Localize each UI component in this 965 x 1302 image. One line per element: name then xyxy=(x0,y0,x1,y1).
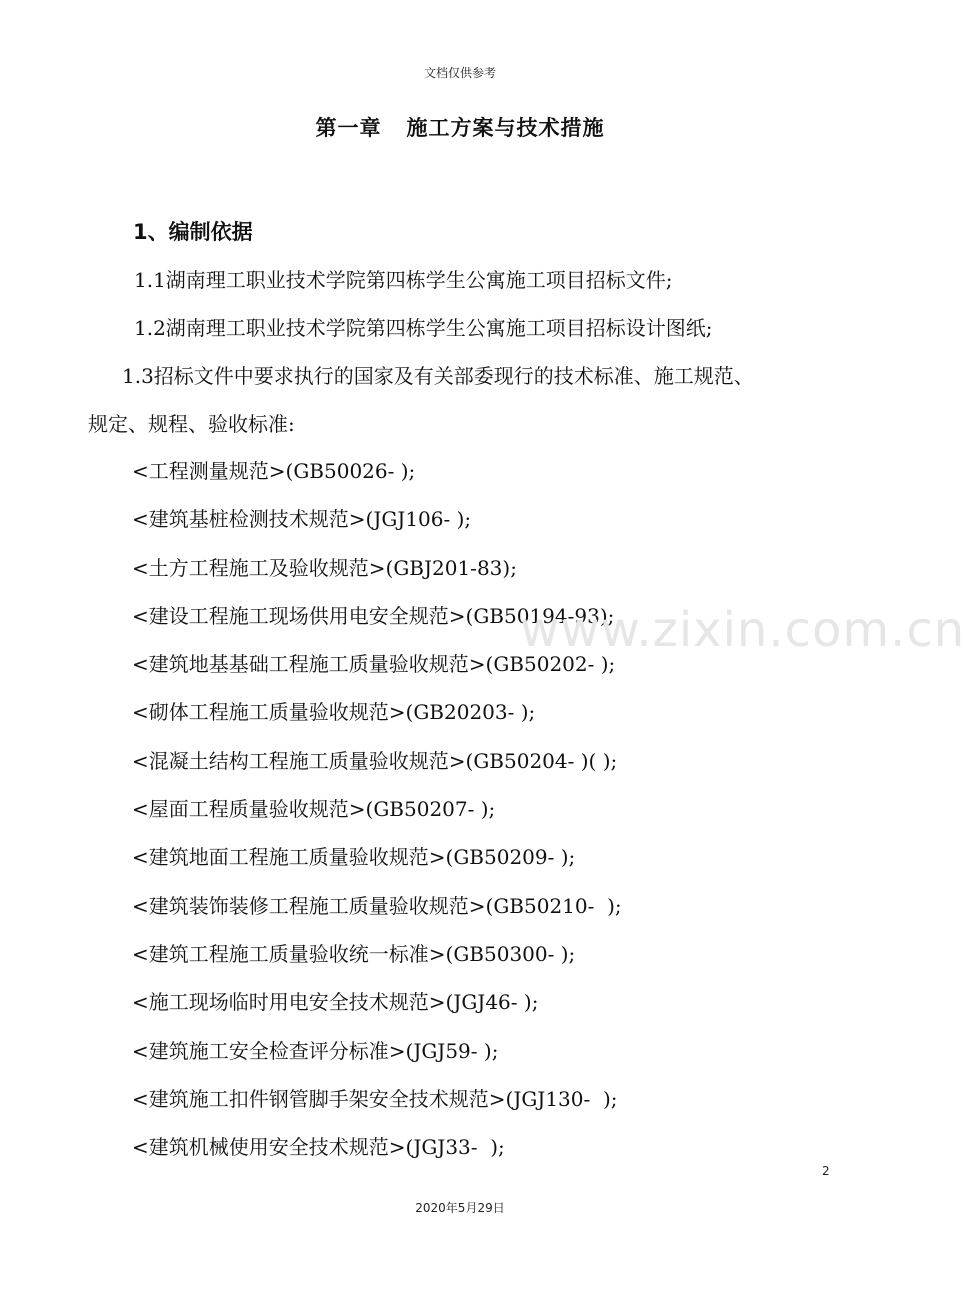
basis-item-1-2: 1.2湖南理工职业技术学院第四栋学生公寓施工项目招标设计图纸; xyxy=(134,316,713,340)
list-item: <混凝土结构工程施工质量验收规范>(GB50204- )( ); xyxy=(132,748,618,773)
list-item: <建筑装饰装修工程施工质量验收规范>(GB50210- ); xyxy=(132,893,622,918)
list-item: <建筑工程施工质量验收统一标准>(GB50300- ); xyxy=(132,941,576,966)
list-item: <施工现场临时用电安全技术规范>(JGJ46- ); xyxy=(132,990,539,1015)
list-item: <土方工程施工及验收规范>(GBJ201-83); xyxy=(132,555,517,580)
chapter-title: 第一章 施工方案与技术措施 xyxy=(315,116,605,140)
page-number: 2 xyxy=(822,1164,830,1178)
list-item: <建筑机械使用安全技术规范>(JGJ33- ); xyxy=(132,1135,505,1160)
section-heading: 1、编制依据 xyxy=(133,220,253,244)
list-item: <工程测量规范>(GB50026- ); xyxy=(132,459,416,483)
list-item: <砌体工程施工质量验收规范>(GB20203- ); xyxy=(132,700,536,725)
basis-item-1-3: 1.3招标文件中要求执行的国家及有关部委现行的技术标准、施工规范、 xyxy=(122,364,754,388)
watermark: www.zixin.com.cn xyxy=(520,602,965,658)
reference-standards-list xyxy=(132,456,622,1180)
list-item: <建筑地面工程施工质量验收规范>(GB50209- ); xyxy=(132,845,576,870)
list-item: <建筑施工安全检查评分标准>(JGJ59- ); xyxy=(132,1038,499,1063)
list-item: <建筑施工扣件钢管脚手架安全技术规范>(JGJ130- ); xyxy=(132,1086,618,1111)
list-item: <建筑地基基础工程施工质量验收规范>(GB50202- ); xyxy=(132,652,616,677)
basis-item-1-1: 1.1湖南理工职业技术学院第四栋学生公寓施工项目招标文件; xyxy=(134,268,673,292)
basis-item-1-3-continued: 规定、规程、验收标准: xyxy=(88,412,295,436)
footer-date: 2020年5月29日 xyxy=(415,1201,505,1215)
list-item: <建筑基桩检测技术规范>(JGJ106- ); xyxy=(132,507,472,532)
header-note: 文档仅供参考 xyxy=(423,66,496,80)
list-item: <屋面工程质量验收规范>(GB50207- ); xyxy=(132,797,496,822)
list-item: <建设工程施工现场供用电安全规范>(GB50194-93); xyxy=(132,603,615,628)
